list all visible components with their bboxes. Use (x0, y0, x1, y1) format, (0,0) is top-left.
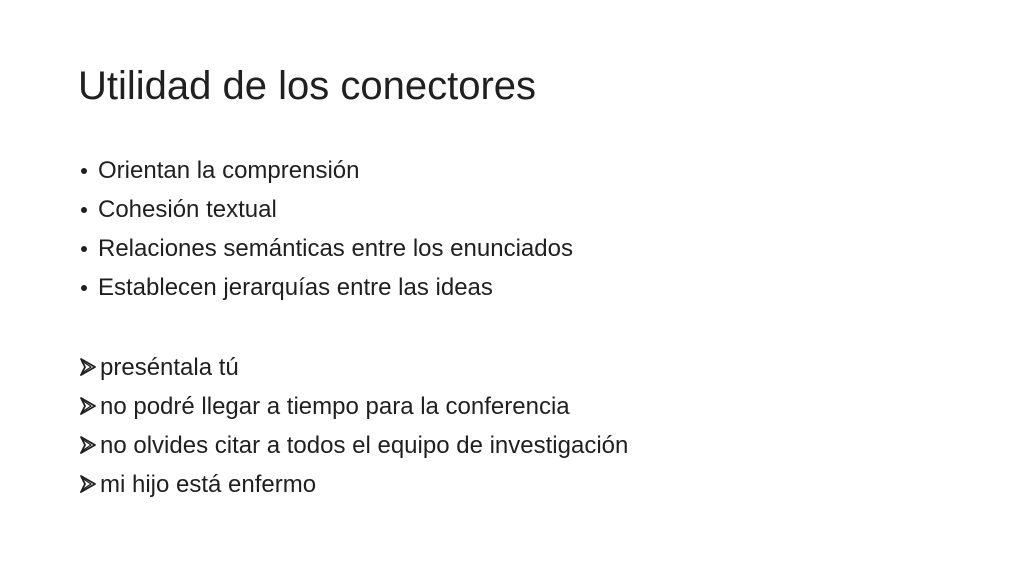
arrow-right-icon (78, 387, 98, 426)
arrow-list-item (78, 465, 628, 504)
slide-title: Utilidad de los conectores (78, 64, 537, 108)
arrow-item-text: preséntala tú (100, 354, 239, 381)
arrow-list-item (78, 426, 628, 465)
bullet-dot-icon (78, 151, 98, 190)
bullet-list-item (78, 151, 573, 190)
bullet-dot-icon (78, 190, 98, 229)
arrow-item-text: no olvides citar a todos el equipo de investigación (100, 432, 629, 459)
bullet-dot-icon (78, 229, 98, 268)
bullet-text: Establecen jerarquías entre las ideas (98, 274, 493, 301)
bullet-text: Cohesión textual (98, 196, 277, 223)
bullet-list-item (78, 268, 573, 307)
bullet-list-item (78, 190, 573, 229)
bullet-text: Relaciones semánticas entre los enunciados (98, 235, 573, 262)
arrow-right-icon (78, 348, 98, 387)
arrow-item-text: mi hijo está enfermo (100, 471, 317, 498)
bullet-text: Orientan la comprensión (98, 157, 360, 184)
bullet-list-item (78, 229, 573, 268)
arrow-list-item (78, 387, 628, 426)
arrow-list (78, 348, 628, 504)
bullet-list (78, 151, 573, 307)
bullet-dot-icon (78, 268, 98, 307)
arrow-item-text: no podré llegar a tiempo para la conferencia (100, 393, 570, 420)
arrow-right-icon (78, 465, 98, 504)
arrow-list-item (78, 348, 628, 387)
arrow-right-icon (78, 426, 98, 465)
